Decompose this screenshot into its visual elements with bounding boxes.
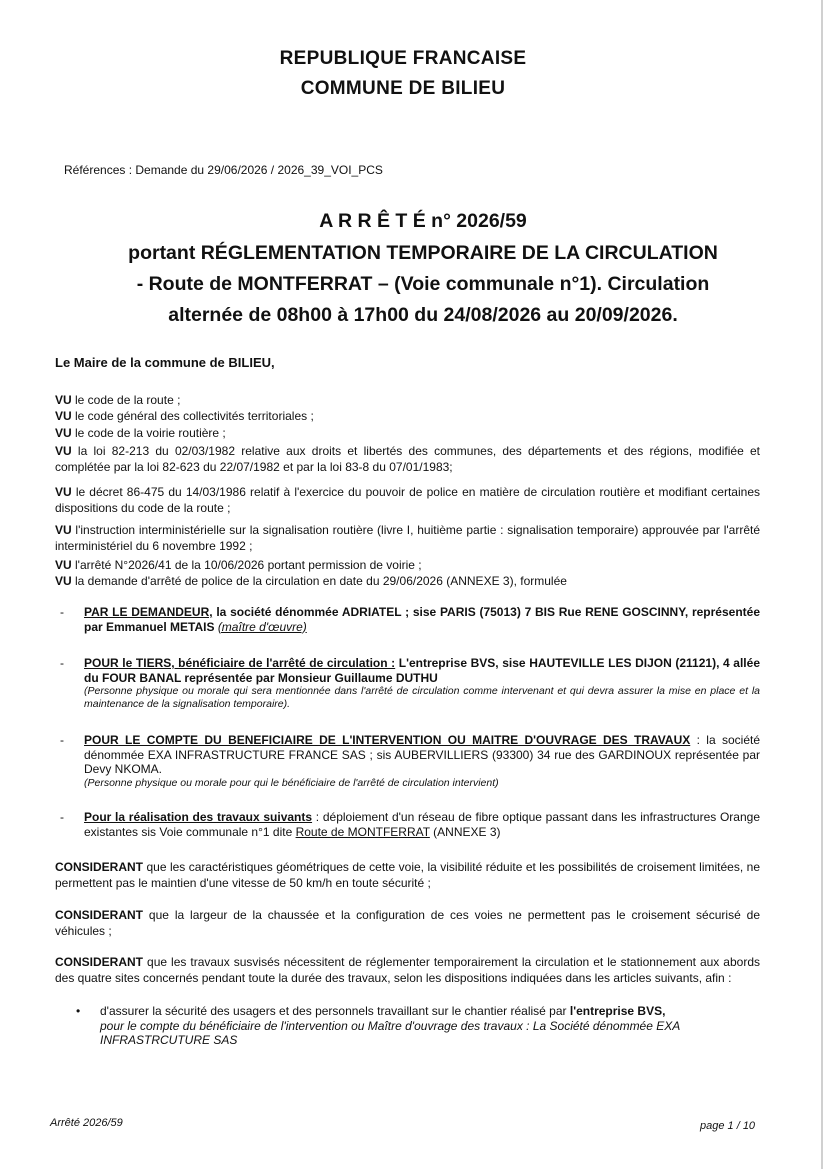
item-dash: - bbox=[60, 810, 64, 824]
item-dash: - bbox=[60, 656, 64, 670]
vu-item: VU la loi 82-213 du 02/03/1982 relative aux droits et libertés des communes, des départements et des régions, modifiée et complétée par la loi 82-623 du 22/07/1982 et par la loi 83-8 du 07/01/1983; bbox=[55, 444, 760, 474]
vu-item: VU le code de la route ; bbox=[55, 393, 181, 407]
footer-page-number: page 1 / 10 bbox=[700, 1120, 756, 1132]
vu-item: VU l'arrêté N°2026/41 de la 10/06/2026 portant permission de voirie ; bbox=[55, 558, 422, 572]
header-commune: COMMUNE DE BILIEU bbox=[300, 78, 506, 99]
considerant-item: CONSIDERANT que la largeur de la chaussée et la configuration de ces voies ne permettent pas le croisement sécurisé de véhicules ; bbox=[55, 908, 760, 938]
references-line: Références : Demande du 29/06/2026 / 2026_39_VOI_PCS bbox=[64, 163, 383, 177]
vu-item: VU le décret 86-475 du 14/03/1986 relatif à l'exercice du pouvoir de police en matière de circulation routière et modifiant certaines dispositions du code de la route ; bbox=[55, 485, 760, 515]
bullet-icon: • bbox=[76, 1004, 81, 1018]
maire-line: Le Maire de la commune de BILIEU, bbox=[55, 355, 275, 370]
vu-item: VU la demande d'arrêté de police de la circulation en date du 29/06/2026 (ANNEXE 3), formulée bbox=[55, 574, 567, 588]
title-line-3: - Route de MONTFERRAT – (Voie communale n°1). Circulation bbox=[136, 273, 710, 295]
item-dash: - bbox=[60, 605, 64, 619]
vu-item: VU l'instruction interministérielle sur la signalisation routière (livre I, huitième partie : signalisation temporaire) approuvée par l'arrêté interministériel du 6 novembre 1992 ; bbox=[55, 523, 760, 553]
vu-item: VU le code général des collectivités territoriales ; bbox=[55, 409, 314, 423]
considerant-item: CONSIDERANT que les caractéristiques géométriques de cette voie, la visibilité réduite et les possibilités de croisement limitées, ne permettent pas le maintien d'une vitesse de 50 km/h en toute sécurité ; bbox=[55, 860, 760, 890]
vu-item: VU le code de la voirie routière ; bbox=[55, 426, 226, 440]
scan-edge-line bbox=[821, 0, 823, 1169]
compte-note: (Personne physique ou morale pour qui le bénéficiaire de l'arrêté de circulation intervient) bbox=[84, 776, 499, 789]
item-dash: - bbox=[60, 733, 64, 747]
tiers-note: (Personne physique ou morale qui sera mentionnée dans l'arrêté de circulation comme intervenant et qui devra assurer la mise en place et la maintenance de la signalisation temporaire). bbox=[84, 685, 760, 710]
footer-arrete: Arrêté 2026/59 bbox=[50, 1117, 123, 1129]
title-arrete-number: A R R Ê T É n° 2026/59 bbox=[319, 210, 527, 232]
header-republique: REPUBLIQUE FRANCAISE bbox=[279, 48, 527, 69]
title-line-2: portant RÉGLEMENTATION TEMPORAIRE DE LA CIRCULATION bbox=[128, 242, 718, 264]
document-page: REPUBLIQUE FRANCAISE COMMUNE DE BILIEU Références : Demande du 29/06/2026 / 2026_39_VOI_PCS A R R Ê T É n° 2026/59 portant RÉGLEMENTATION TEMPORAIRE DE LA CIRCULATION - Route de MONTFERRAT – (Voie communale n°1). Circulation alternée de 08h00 à 17h00 du 24/08/2026 au 20/09/2026. Le Maire de la commune de BILIEU, VU le code de la route ; VU le code général des collectivités territoriales ; VU le code de la voirie routière ; VU la loi 82-213 du 02/03/1982 relative aux droits et libertés des communes, des départements et des régions, modifiée et complétée par la loi 82-623 du 22/07/1982 et par la loi 83-8 du 07/01/1983; VU le décret 86-475 du 14/03/1986 relatif à l'exercice du pouvoir de police en matière de circulation routière et modifiant certaines dispositions du code de la route ; VU l'instruction interministérielle sur la signalisation routière (livre I, huitième partie : signalisation temporaire) approuvée par l'arrêté interministériel du 6 novembre 1992 ; VU l'arrêté N°2026/41 de la 10/06/2026 portant permission de voirie ; VU la demande d'arrêté de police de la circulation en date du 29/06/2026 (ANNEXE 3), formulée - PAR LE DEMANDEUR, la société dénommée ADRIATEL ; sise PARIS (75013) 7 BIS Rue RENE GOSCINNY, représentée par Emmanuel METAIS (maître d'œuvre) - POUR le TIERS, bénéficiaire de l'arrêté de circulation : L'entreprise BVS, sise HAUTEVILLE LES DIJON (21121), 4 allée du FOUR BANAL représentée par Monsieur Guillaume DUTHU (Personne physique ou morale qui sera mentionnée dans l'arrêté de circulation comme intervenant et qui devra assurer la mise en place et la maintenance de la signalisation temporaire). - POUR LE COMPTE DU BENEFICIAIRE DE L'INTERVENTION OU MAITRE D'OUVRAGE DES TRAVAUX : la société dénommée EXA INFRASTRUCTURE FRANCE SAS ; sis AUBERVILLIERS (93300) 34 rue des GARDINOUX représentée par Devy NKOMA. (Personne physique ou morale pour qui le bénéficiaire de l'arrêté de circulation intervient) - Pour la réalisation des travaux suivants : déploiement d'un réseau de fibre optique passant dans les infrastructures Orange existantes sis Voie communale n°1 dite Route de MONTFERRAT (ANNEXE 3) CONSIDERANT que les caractéristiques géométriques de cette voie, la visibilité réduite et les possibilités de croisement limitées, ne permettent pas le maintien d'une vitesse de 50 km/h en toute sécurité ; CONSIDERANT que la largeur de la chaussée et la configuration de ces voies ne permettent pas le croisement sécurisé de véhicules ; CONSIDERANT que les travaux susvisés nécessitent de réglementer temporairement la circulation et le stationnement aux abords des quatre sites concernés pendant toute la durée des travaux, selon les dispositions indiquées dans les articles suivants, afin : • d'assurer la sécurité des usagers et des personnels travaillant sur le chantier réalisé par l'entreprise BVS, pour le compte du bénéficiaire de l'intervention ou Maître d'ouvrage des travaux : La Société dénommée EXA INFRASTRCUTURE SAS Arrêté 2026/59 page 1 / 10 bbox=[0, 0, 827, 1169]
title-line-4: alternée de 08h00 à 17h00 du 24/08/2026 au 20/09/2026. bbox=[168, 304, 678, 326]
considerant-item: CONSIDERANT que les travaux susvisés nécessitent de réglementer temporairement la circulation et le stationnement aux abords des quatre sites concernés pendant toute la durée des travaux, selon les dispositions indiquées dans les articles suivants, afin : bbox=[55, 955, 760, 985]
